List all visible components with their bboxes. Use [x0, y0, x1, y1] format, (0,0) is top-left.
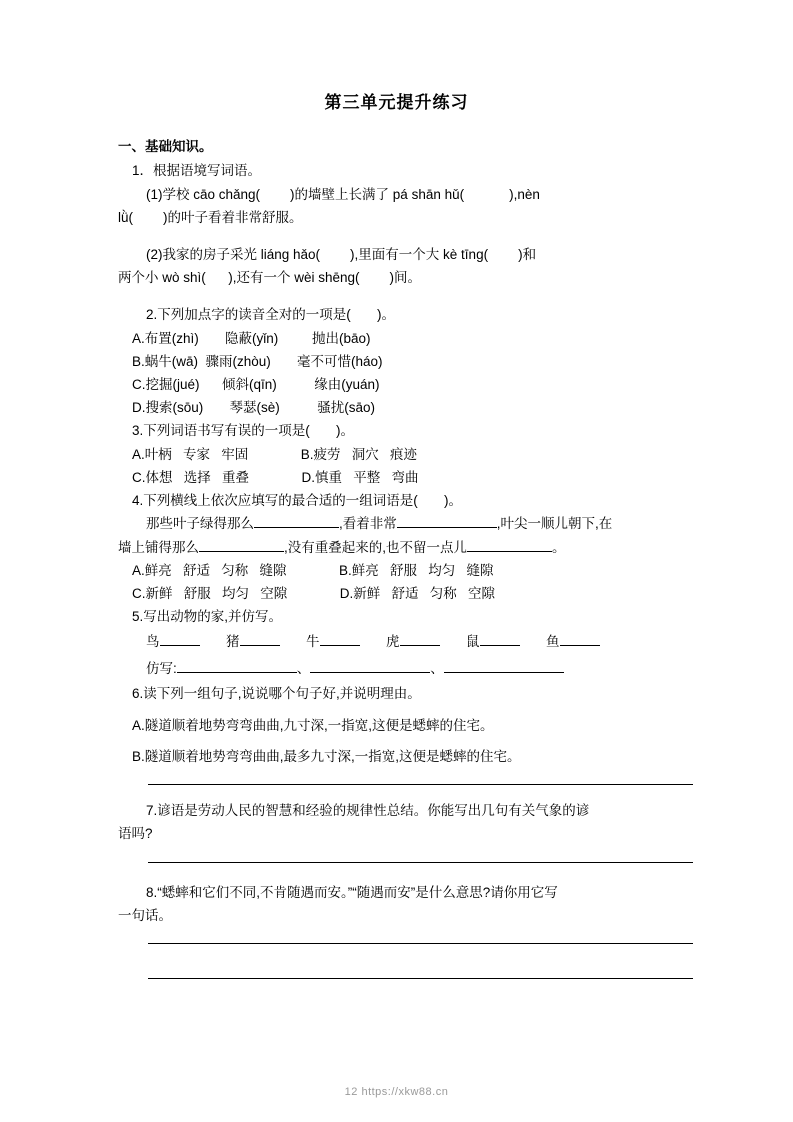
q4-blank-2	[397, 527, 497, 528]
question-7-heading-line2: 语吗?	[118, 826, 153, 842]
question-4-stem-line2	[118, 536, 675, 559]
q4-stem-d: 墙上铺得那么	[118, 539, 199, 555]
question-4-options-row2: C.新鲜 舒服 均匀 空隙 D.新鲜 舒适 匀称 空隙	[132, 586, 496, 602]
animal-entry	[146, 628, 200, 655]
question-3-options-row1: A.叶柄 专家 牢固 B.疲劳 洞穴 痕迹	[132, 446, 418, 462]
question-2-option-b: B.蜗牛(wā) 骤雨(zhòu) 毫不可惜(háo)	[132, 353, 383, 369]
question-2-option-c: C.挖掘(jué) 倾斜(qīn) 缘由(yuán)	[132, 377, 380, 393]
question-4-heading: 4.下列横线上依次应填写的最合适的一组词语是( )。	[132, 493, 463, 509]
question-1-1-line1: (1)学校 cāo chǎng( )的墙壁上长满了 pá shān hǔ( ),nèn	[146, 186, 540, 202]
question-5-imitation-row: 仿写: 、 、	[118, 655, 675, 682]
animal-blank-tiger	[400, 645, 440, 646]
animal-label-ox: 牛	[306, 634, 320, 650]
page-title: 第三单元提升练习	[324, 93, 469, 112]
animal-entry	[386, 628, 440, 655]
animal-blank-bird	[160, 645, 200, 646]
question-1-2-line1: (2)我家的房子采光 liáng hǎo( ),里面有一个大 kè tīng( )和	[146, 246, 537, 262]
animal-entry	[466, 628, 520, 655]
animal-blank-ox	[320, 645, 360, 646]
q4-stem-f: 。	[552, 539, 566, 555]
animal-label-fish: 鱼	[546, 634, 560, 650]
section-heading-basic-knowledge: 一、基础知识。	[118, 139, 213, 154]
question-5-animal-row	[118, 628, 675, 655]
question-4-options-row1: A.鲜亮 舒适 匀称 缝隙 B.鲜亮 舒服 均匀 缝隙	[132, 562, 494, 578]
animal-label-mouse: 鼠	[466, 634, 480, 650]
imitation-blank-1	[177, 672, 297, 673]
question-6-heading: 6.读下列一组句子,说说哪个句子好,并说明理由。	[132, 686, 421, 702]
question-1-2-line2: 两个小 wò shì( ),还有一个 wèi shēng( )间。	[118, 270, 422, 286]
question-7-heading-line1: 7.谚语是劳动人民的智慧和经验的规律性总结。你能写出几句有关气象的谚	[146, 803, 590, 819]
animal-label-pig: 猪	[226, 634, 240, 650]
question-6-sentence-a: A.隧道顺着地势弯弯曲曲,九寸深,一指宽,这便是蟋蟀的住宅。	[132, 717, 494, 733]
animal-blank-pig	[240, 645, 280, 646]
page-footer: 12 https://xkw88.cn	[344, 1086, 449, 1098]
question-2-option-d: D.搜索(sōu) 琴瑟(sè) 骚扰(sāo)	[132, 400, 376, 416]
question-2-heading: 2.下列加点字的读音全对的一项是( )。	[146, 307, 396, 323]
animal-blank-mouse	[480, 645, 520, 646]
question-1-1-line2: lǜ( )的叶子看着非常舒服。	[118, 209, 303, 225]
animal-blank-fish	[560, 645, 600, 646]
imitation-label: 仿写:	[146, 661, 177, 677]
question-8-heading-line2: 一句话。	[118, 907, 172, 923]
imitation-blank-2	[310, 672, 430, 673]
question-1-heading: 1．根据语境写词语。	[132, 163, 262, 179]
question-8-heading-line1: 8.“蟋蟀和它们不同,不肯随遇而安。”“随遇而安”是什么意思?请你用它写	[146, 884, 558, 900]
animal-label-bird: 鸟	[146, 634, 160, 650]
q4-stem-b: ,看着非常	[339, 516, 397, 532]
q4-stem-c: ,叶尖一顺儿朝下,在	[496, 516, 613, 532]
q4-blank-3	[199, 551, 284, 552]
animal-label-tiger: 虎	[386, 634, 400, 650]
question-6-sentence-b: B.隧道顺着地势弯弯曲曲,最多九寸深,一指宽,这便是蟋蟀的住宅。	[132, 748, 521, 764]
question-2-option-a: A.布置(zhì) 隐蔽(yǐn) 抛出(bāo)	[132, 330, 371, 346]
question-5-heading: 5.写出动物的家,并仿写。	[132, 609, 283, 625]
imitation-blank-3	[444, 672, 564, 673]
question-4-stem-line1	[118, 512, 675, 535]
q4-blank-4	[467, 551, 552, 552]
animal-entry	[306, 628, 360, 655]
question-3-options-row2: C.体想 选择 重叠 D.慎重 平整 弯曲	[132, 469, 419, 485]
question-3-heading: 3.下列词语书写有误的一项是( )。	[132, 423, 355, 439]
animal-entry	[546, 628, 600, 655]
animal-entry	[226, 628, 280, 655]
q4-stem-e: ,没有重叠起来的,也不留一点儿	[284, 539, 468, 555]
q4-stem-a: 那些叶子绿得那么	[146, 516, 254, 532]
q4-blank-1	[254, 527, 339, 528]
question-8-answer-rule-2	[148, 978, 693, 979]
